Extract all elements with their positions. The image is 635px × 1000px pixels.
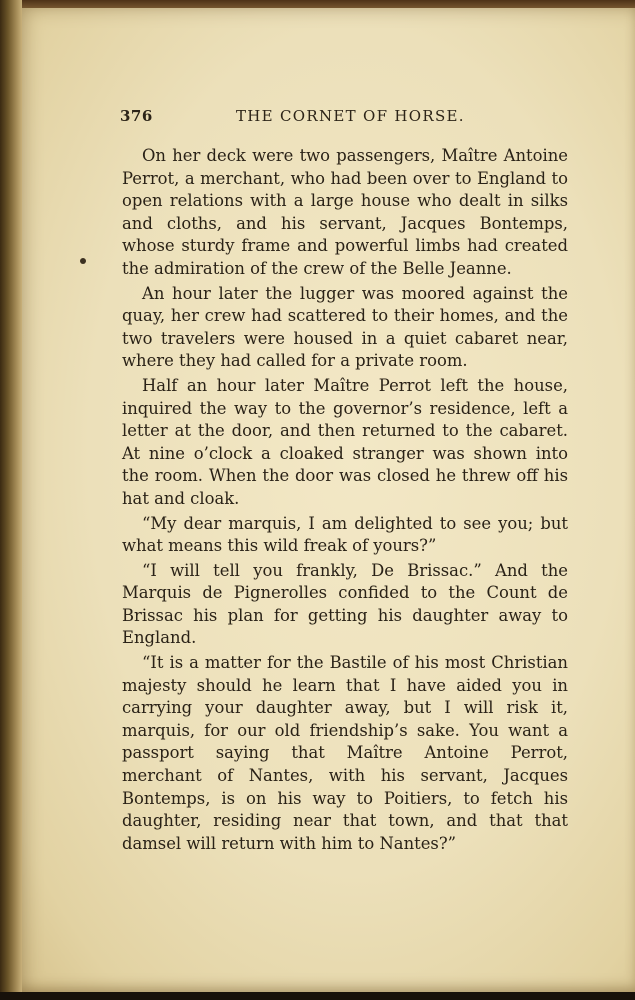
body-text bbox=[122, 145, 568, 855]
book-spine-gutter bbox=[0, 0, 22, 1000]
paragraph: “My dear marquis, I am delighted to see you; but what means this wild freak of yours?” bbox=[122, 513, 568, 556]
paragraph: On her deck were two passengers, Maître Antoine Perrot, a merchant, who had been over to England to open relations with a large house who dealt in silks and cloths, and his servant, Jacques Bontemps, whose sturdy frame and powerful limbs had created the admiration of the crew of the Belle Jeanne. bbox=[122, 146, 568, 278]
paragraph: “It is a matter for the Bastile of his most Christian majesty should he learn that I have aided you in carrying your daughter away, but I will risk it, marquis, for our old friendship’s sake. You want a passport saying that Maître Antoine Perrot, merchant of Nantes, with his servant, Jacques Bontemps, is on his way to Poitiers, to fetch his daughter, residing near that town, and that that damsel will return with him to Nantes?” bbox=[122, 653, 568, 853]
paragraph: Half an hour later Maître Perrot left the house, inquired the way to the governor’s residence, left a letter at the door, and then returned to the cabaret. At nine o’clock a cloaked stranger was shown into the room. When the door was closed he threw off his hat and cloak. bbox=[122, 375, 568, 508]
page-number: 376 bbox=[120, 107, 153, 125]
paragraph: “I will tell you frankly, De Brissac.” And the Marquis de Pignerolles confided to the Count de Brissac his plan for getting his daughter away to England. bbox=[122, 560, 568, 648]
ink-spot bbox=[80, 258, 86, 264]
running-title: THE CORNET OF HORSE. bbox=[236, 107, 465, 125]
bottom-page-edge bbox=[0, 992, 635, 1000]
running-header bbox=[120, 107, 570, 127]
paragraph: An hour later the lugger was moored against the quay, her crew had scattered to their homes, and the two travelers were housed in a quiet cabaret near, where they had called for a private room. bbox=[122, 283, 568, 371]
